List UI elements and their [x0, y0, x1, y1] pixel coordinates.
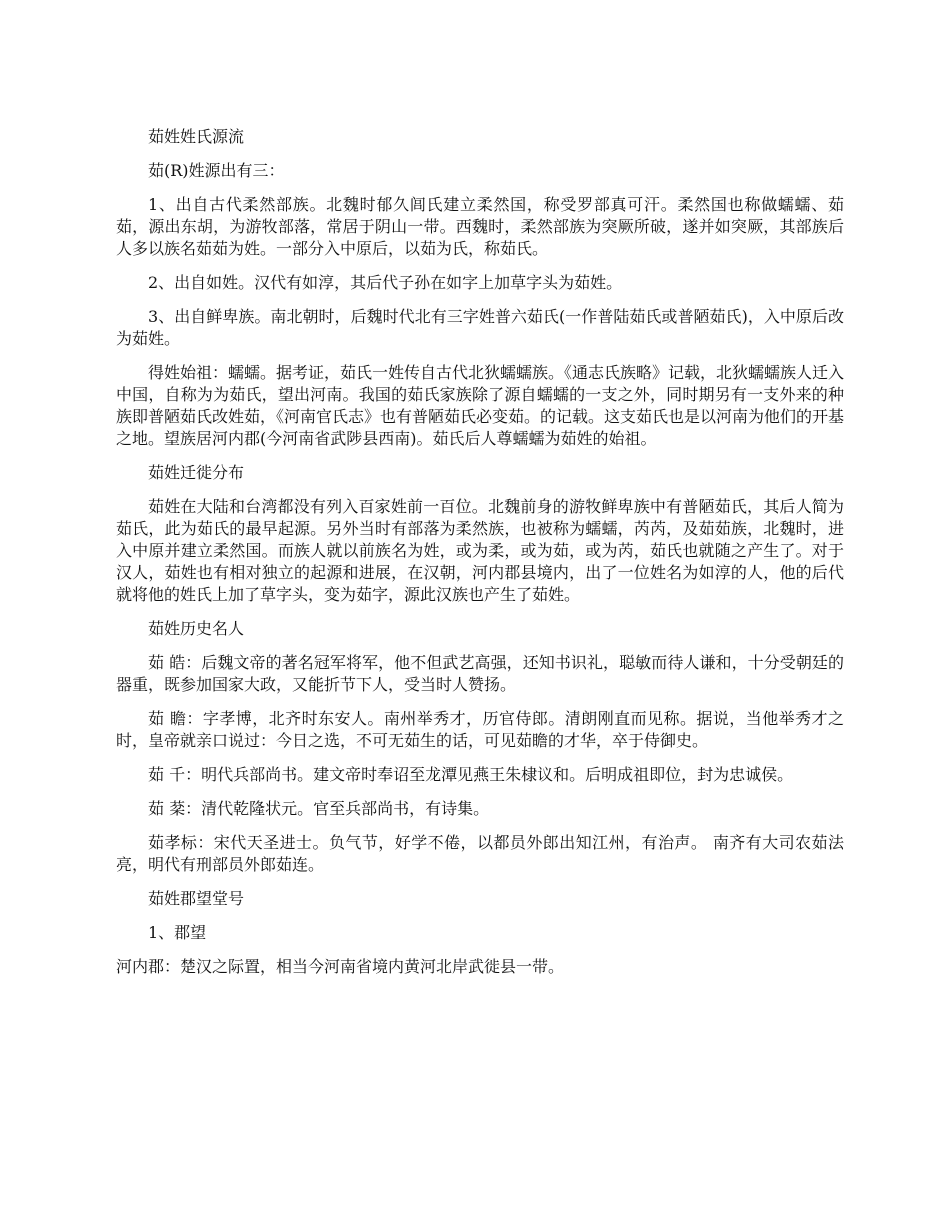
document-page	[116, 126, 844, 990]
paragraph-origin-intro: 茹(R)姓源出有三：	[148, 161, 285, 180]
section-heading-migration: 茹姓迁徙分布	[148, 463, 245, 482]
paragraph-origin-2: 2、出自如姓。汉代有如淳，其后代子孙在如字上加草字头为茹姓。	[148, 273, 623, 292]
paragraph-henei-commandery: 河内郡：楚汉之际置，相当今河南省境内黄河北岸武徙县一带。	[116, 957, 565, 976]
section-heading-famous-people: 茹姓历史名人	[148, 619, 245, 638]
paragraph-person-ru-qian: 茹 千：明代兵部尚书。建文帝时奉诏至龙潭见燕王朱棣议和。后明成祖即位，封为忠诚侯。	[148, 765, 794, 784]
paragraph-ancestor: 得姓始祖：蠕蠕。据考证，茹氏一姓传自古代北狄蠕蠕族。《通志氏族略》记载，北狄蠕蠕族人迁入中国，自称为为茹氏，望出河南。我国的茹氏家族除了源自蠕蠕的一支之外，同时期另有一支外来的种族即普陋茹氏改姓茹，《河南官氏志》也有普陋茹氏必变茹。的记载。这支茹氏也是以河南为他们的开基之地。望族居河内郡(今河南省武陟县西南)。茹氏后人尊蠕蠕为茹姓的始祖。	[116, 363, 845, 448]
section-heading-commandery: 茹姓郡望堂号	[148, 889, 245, 908]
paragraph-origin-3: 3、出自鲜卑族。南北朝时，后魏时代北有三字姓普六茹氏(一作普陆茹氏或普陋茹氏)，入中原后改为茹姓。	[116, 307, 844, 348]
paragraph-migration: 茹姓在大陆和台湾都没有列入百家姓前一百位。北魏前身的游牧鲜卑族中有普陋茹氏，其后人简为茹氏，此为茹氏的最早起源。另外当时有部落为柔然族，也被称为蠕蠕，芮芮，及茹茹族，北魏时，进入中原并建立柔然国。而族人就以前族名为姓，或为柔，或为茹，或为芮，茹氏也就随之产生了。对于汉人，茹姓也有相对独立的起源和进展，在汉朝，河内郡县境内，出了一位姓名为如淳的人，他的后代就将他的姓氏上加了草字头，变为茹字，源此汉族也产生了茹姓。	[116, 497, 844, 604]
paragraph-person-ru-xiaobiao: 茹孝标：宋代天圣进士。负气节，好学不倦，以都员外郎出知江州，有治声。 南齐有大司农茹法亮，明代有刑部员外郎茹连。	[116, 833, 844, 874]
paragraph-commandery-title: 1、郡望	[148, 923, 207, 942]
paragraph-origin-1: 1、出自古代柔然部族。北魏时郁久闾氏建立柔然国，称受罗部真可汗。柔然国也称做蠕蠕、茹茹，源出东胡，为游牧部落，常居于阴山一带。西魏时，柔然部族为突厥所破，遂并如突厥，其部族后人多以族名茹茹为姓。一部分入中原后，以茹为氏，称茹氏。	[116, 195, 844, 258]
section-heading-origin: 茹姓姓氏源流	[148, 127, 245, 146]
paragraph-person-ru-zhan: 茹 瞻：字孝博，北齐时东安人。南州举秀才，历官侍郎。清朗刚直而见称。据说，当他举秀才之时，皇帝就亲口说过：今日之选，不可无茹生的话，可见茹瞻的才华，卒于侍御史。	[116, 709, 844, 750]
paragraph-person-ru-hao: 茹 皓：后魏文帝的著名冠军将军，他不但武艺高强，还知书识礼，聪敏而待人谦和，十分受朝廷的器重，既参加国家大政，又能折节下人，受当时人赞扬。	[116, 653, 844, 694]
paragraph-person-ru-fen: 茹 棻：清代乾隆状元。官至兵部尚书，有诗集。	[148, 799, 490, 818]
